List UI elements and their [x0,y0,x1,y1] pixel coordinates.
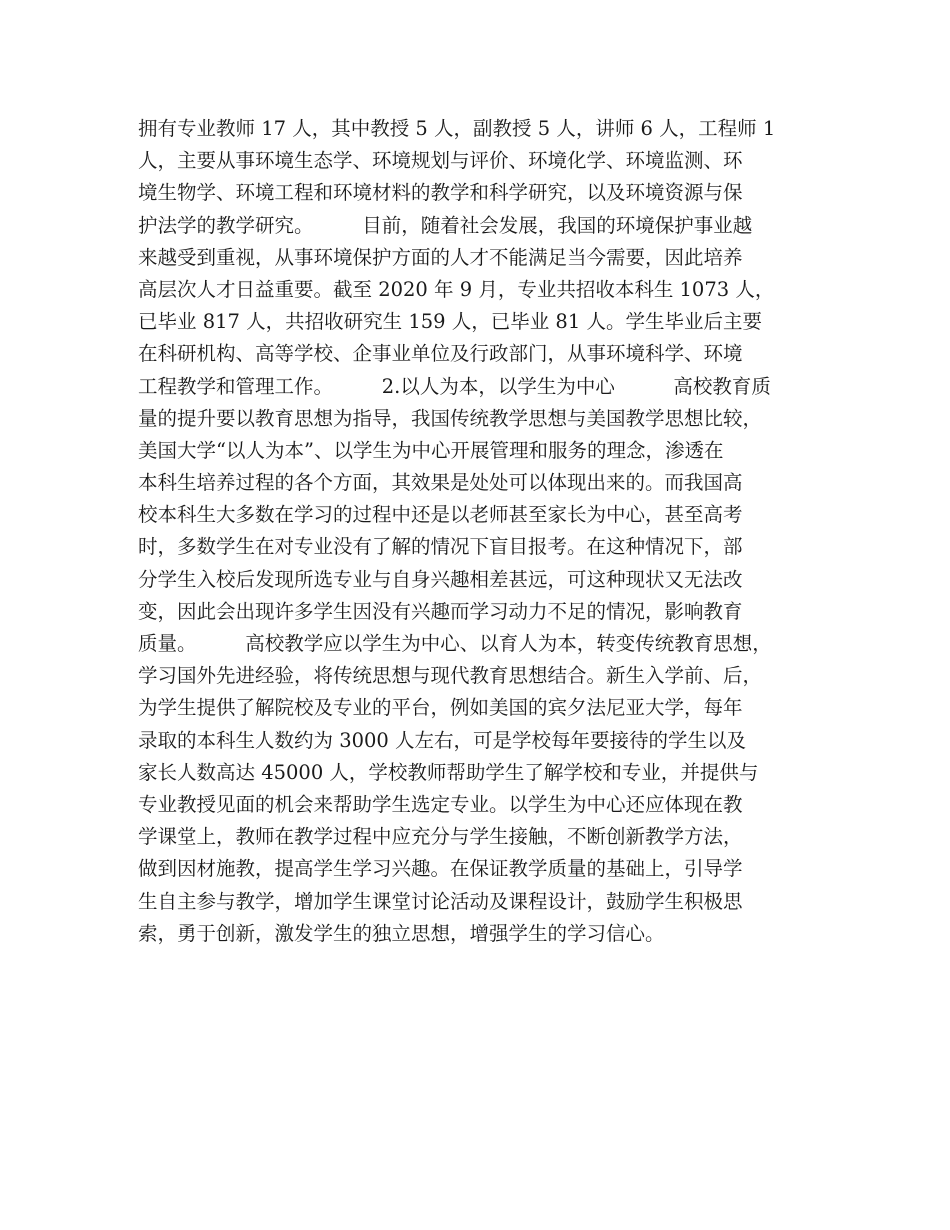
text-line: 人，主要从事环境生态学、环境规划与评价、环境化学、环境监测、环 [138,149,743,173]
text-line: 家长人数高达 45000 人，学校教师帮助学生了解学校和专业，并提供与 [138,760,759,784]
text-line: 工程教学和管理工作。 2.以人为本，以学生为中心 高校教育质 [138,374,771,398]
text-line: 校本科生大多数在学习的过程中还是以老师甚至家长为中心，甚至高考 [138,503,743,527]
body-text [138,113,838,950]
text-line: 生自主参与教学，增加学生课堂讨论活动及课程设计，鼓励学生积极思 [138,889,743,913]
text-line: 学课堂上，教师在教学过程中应充分与学生接触，不断创新教学方法， [138,825,743,849]
text-line: 在科研机构、高等学校、企事业单位及行政部门，从事环境科学、环境 [138,342,743,366]
text-line: 美国大学“以人为本”、以学生为中心开展管理和服务的理念，渗透在 [138,438,724,462]
text-line: 做到因材施教，提高学生学习兴趣。在保证教学质量的基础上，引导学 [138,857,743,881]
text-line: 量的提升要以教育思想为指导，我国传统教学思想与美国教学思想比较， [138,406,763,430]
text-line: 学习国外先进经验，将传统思想与现代教育思想结合。新生入学前、后， [138,664,763,688]
text-line: 专业教授见面的机会来帮助学生选定专业。以学生为中心还应体现在教 [138,792,743,816]
text-line: 高层次人才日益重要。截至 2020 年 9 月，专业共招收本科生 1073 人， [138,277,775,301]
text-line: 为学生提供了解院校及专业的平台，例如美国的宾夕法尼亚大学，每年 [138,696,743,720]
text-line: 本科生培养过程的各个方面，其效果是处处可以体现出来的。而我国高 [138,471,743,495]
text-line: 质量。 高校教学应以学生为中心、以育人为本，转变传统教育思想， [138,632,772,655]
text-line: 已毕业 817 人，共招收研究生 159 人，已毕业 81 人。学生毕业后主要 [138,310,762,334]
text-line: 索，勇于创新，激发学生的独立思想，增强学生的学习信心。 [138,921,665,945]
text-line: 境生物学、环境工程和环境材料的教学和科学研究，以及环境资源与保 [138,181,743,205]
text-line: 拥有专业教师 17 人，其中教授 5 人，副教授 5 人，讲师 6 人，工程师 1 [138,117,776,140]
text-line: 录取的本科生人数约为 3000 人左右，可是学校每年要接待的学生以及 [138,728,747,752]
text-line: 来越受到重视，从事环境保护方面的人才不能满足当今需要，因此培养 [138,245,743,269]
text-line: 护法学的教学研究。 目前，随着社会发展，我国的环境保护事业越 [138,213,753,237]
text-line: 变，因此会出现许多学生因没有兴趣而学习动力不足的情况，影响教育 [138,599,743,623]
text-line: 分学生入校后发现所选专业与自身兴趣相差甚远，可这种现状又无法改 [138,567,743,591]
text-line: 时，多数学生在对专业没有了解的情况下盲目报考。在这种情况下，部 [138,535,743,559]
